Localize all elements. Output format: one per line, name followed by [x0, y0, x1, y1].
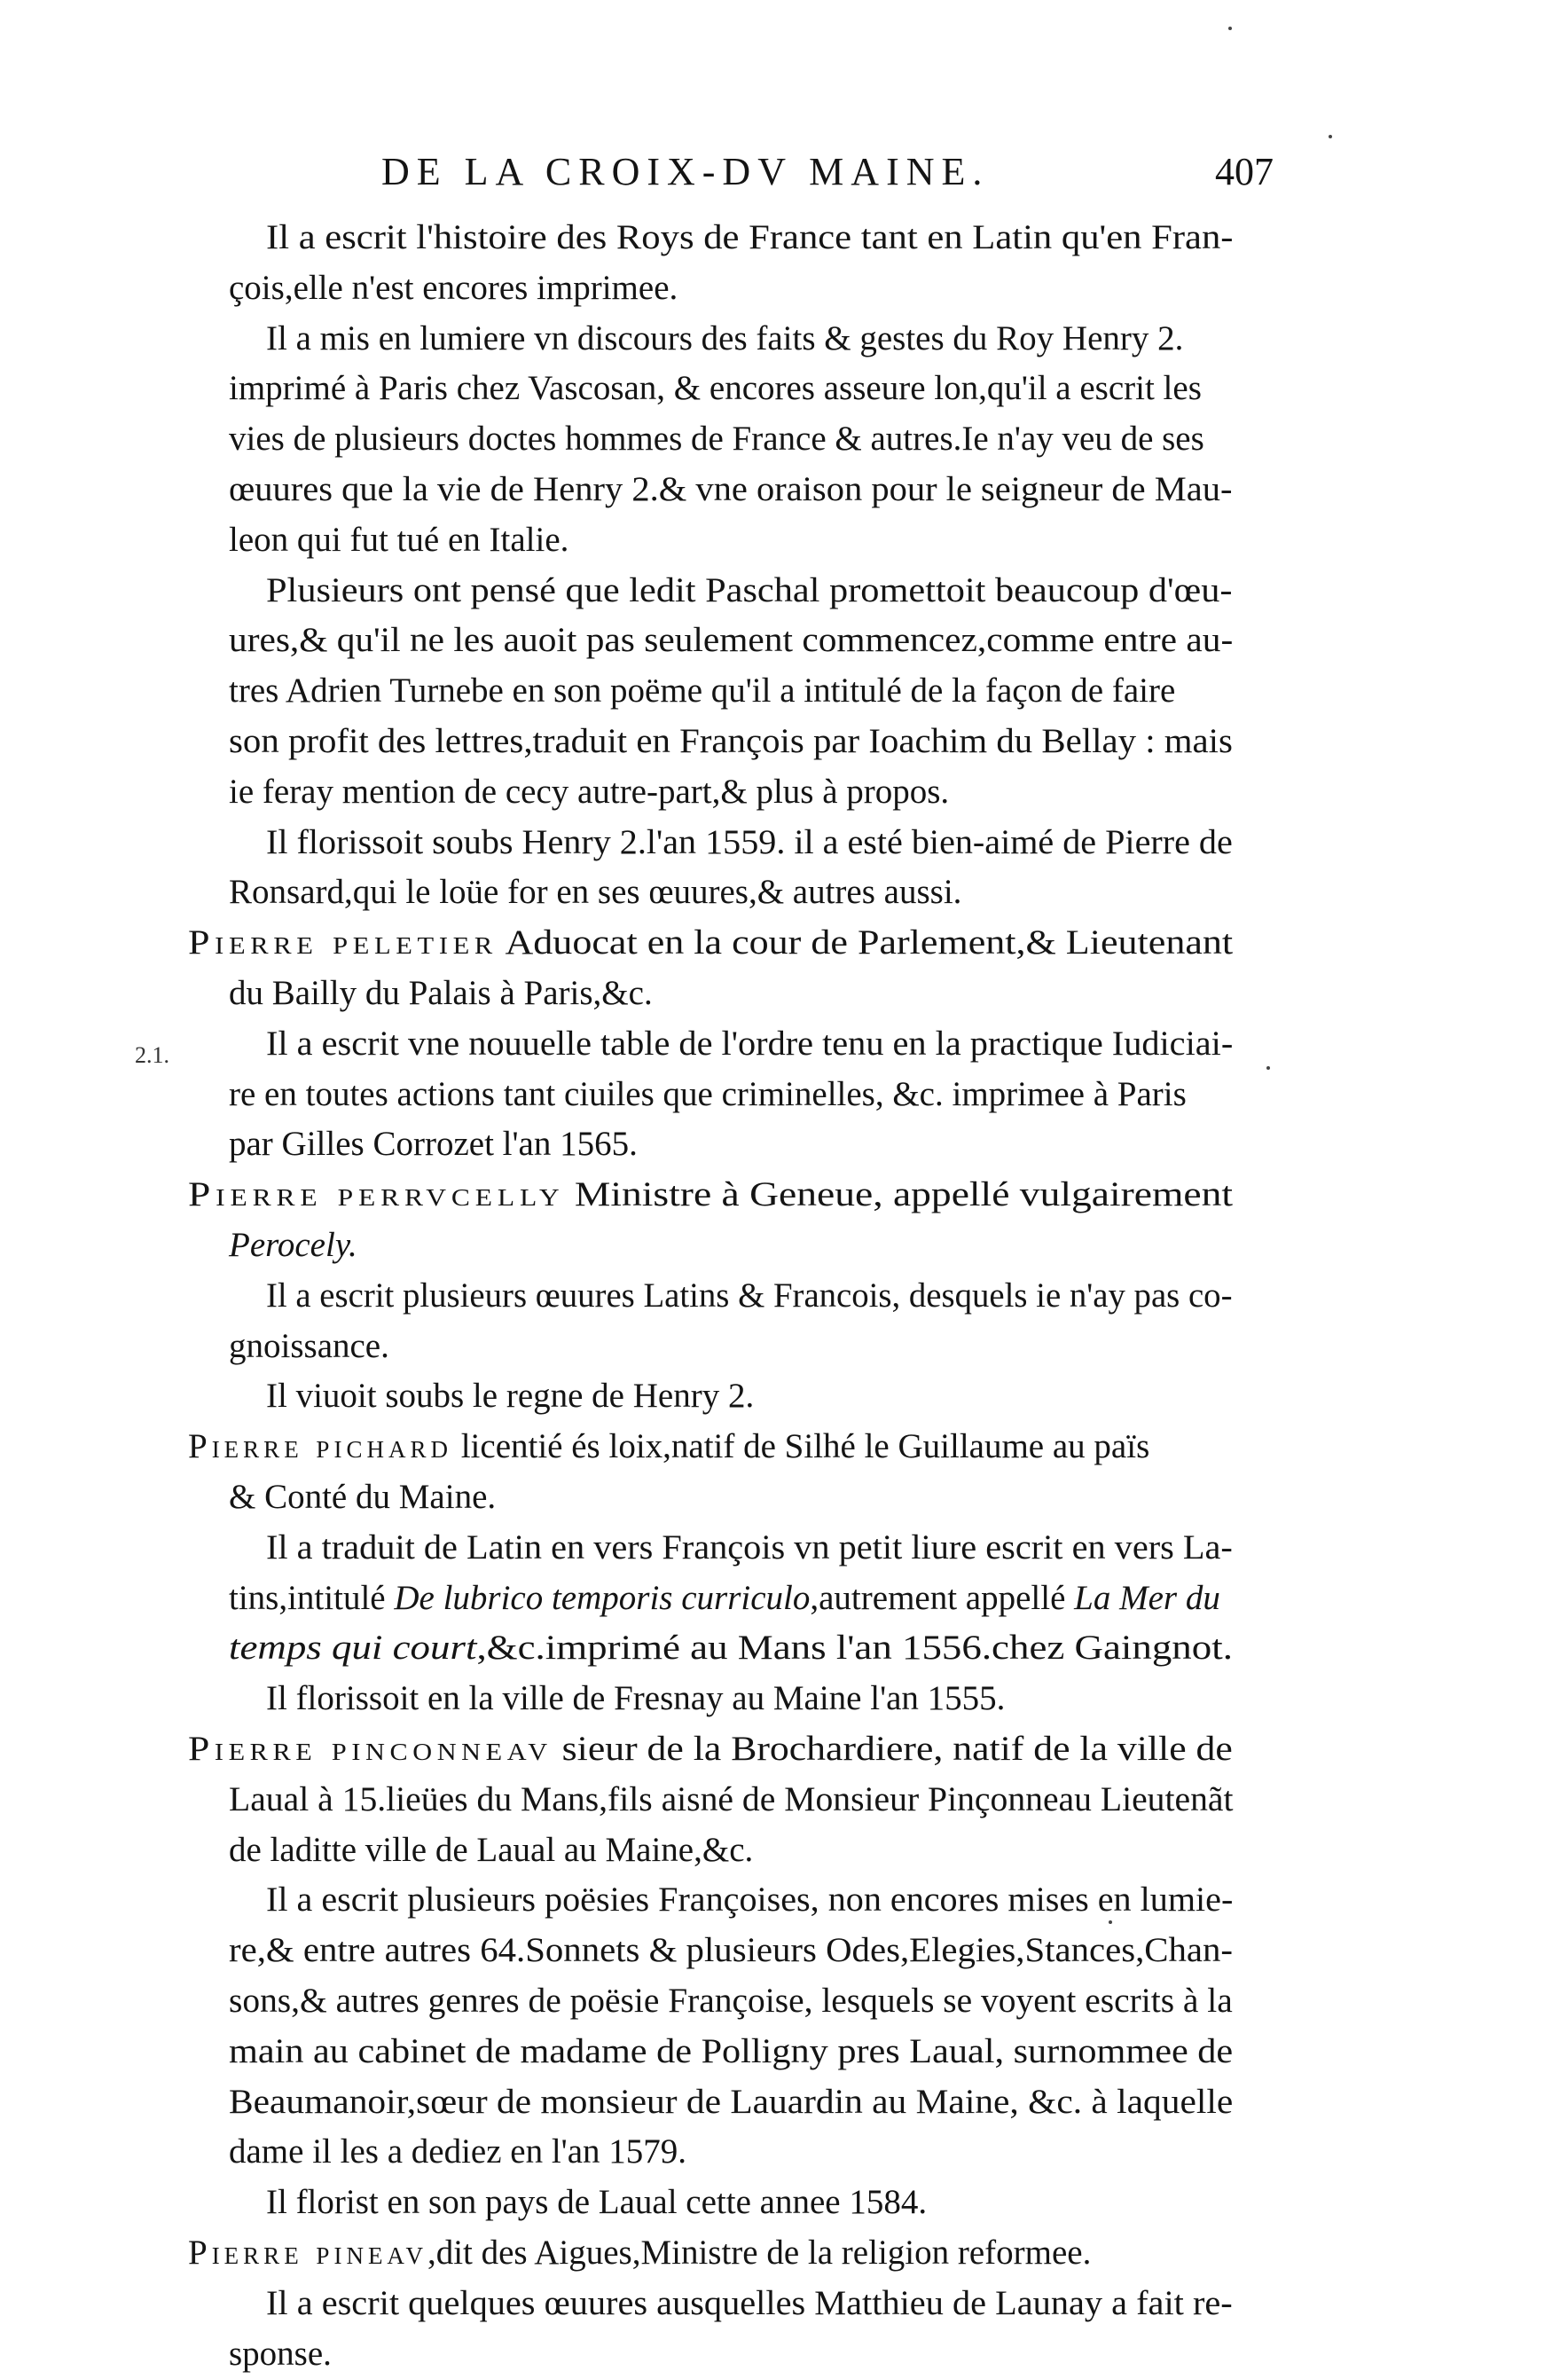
text-line — [229, 1119, 638, 1169]
entry-name: Pierre peletier — [188, 923, 498, 962]
line-text: ,&c.imprimé au Mans l'an 1556.chez Gaingnot. — [476, 1629, 1233, 1668]
line-text: ,dit des Aigues,Ministre de la religion reformee. — [427, 2234, 1092, 2272]
entry-name: Pierre pichard — [188, 1427, 452, 1466]
line-text: Il a traduit de Latin en vers François vn petit liure escrit en vers La- — [266, 1527, 1233, 1566]
margin-mark: 2.1. — [135, 1042, 169, 1068]
text-line — [266, 1019, 1233, 1069]
line-text: son profit des lettres,traduit en François par Ioachim du Bellay : mais — [229, 722, 1233, 760]
line-text: dame il les a dediez en l'an 1579. — [229, 2132, 687, 2171]
line-text: sponse. — [229, 2334, 332, 2373]
text-line — [188, 918, 1233, 968]
line-text: de laditte ville de Laual au Maine,&c. — [229, 1830, 754, 1869]
text-line — [229, 1472, 496, 1522]
text-line — [266, 818, 1233, 868]
text-line — [229, 666, 1175, 716]
line-text: vies de plusieurs doctes hommes de France & autres.Ie n'ay veu de ses — [229, 420, 1204, 459]
entry-name: Pierre perrvcelly — [188, 1175, 565, 1214]
italic-text: La Mer du — [1074, 1578, 1220, 1617]
text-line — [188, 1724, 1233, 1774]
line-text: Aduocat en la cour de Parlement,& Lieutenant — [497, 923, 1234, 962]
line-text: Il a escrit plusieurs poësies Françoises, non encores mises en lumie- — [266, 1880, 1234, 1920]
text-line — [266, 1371, 754, 1421]
text-line — [229, 1825, 753, 1875]
line-text: re,& entre autres 64.Sonnets & plusieurs Odes,Elegies,Stances,Chan- — [229, 1931, 1234, 1970]
ink-speck — [1266, 1066, 1270, 1070]
text-line — [229, 2077, 1233, 2127]
text-line — [188, 1422, 1149, 1472]
text-line — [229, 717, 1233, 766]
text-line — [229, 515, 568, 565]
line-text: Beaumanoir,sœur de monsieur de Lauardin au Maine, &c. à laquelle — [229, 2082, 1234, 2121]
line-text: Il a escrit quelques œuures ausquelles Matthieu de Launay a fait re- — [266, 2283, 1233, 2322]
text-line — [229, 263, 678, 313]
text-line — [229, 868, 961, 917]
text-line — [266, 1271, 1232, 1321]
line-text: imprimé à Paris chez Vascosan, & encores asseure lon,qu'il a escrit les — [229, 369, 1202, 408]
line-text: sieur de la Brochardiere, natif de la ville de — [552, 1730, 1233, 1768]
text-line — [229, 1623, 1233, 1673]
text-line — [229, 969, 653, 1018]
text-line — [266, 314, 1183, 364]
text-line — [266, 566, 1233, 616]
text-line — [229, 1574, 1220, 1623]
text-line — [229, 1070, 1187, 1119]
ink-speck — [1228, 27, 1232, 30]
line-text: & Conté du Maine. — [229, 1478, 497, 1516]
line-text: Laual à 15.lieües du Mans,fils aisné de Monsieur Pinçonneau Lieutenãt — [229, 1779, 1234, 1818]
text-line — [266, 2279, 1233, 2328]
line-text: gnoissance. — [229, 1326, 389, 1365]
line-text: ie feray mention de cecy autre-part,& plus à propos. — [229, 772, 950, 811]
line-text: Il florist en son pays de Laual cette annee 1584. — [266, 2183, 928, 2222]
line-text: Il a escrit l'histoire des Roys de France tant en Latin qu'en Fran- — [266, 218, 1234, 256]
line-text: tins,intitulé — [229, 1578, 395, 1617]
line-text: Il viuoit soubs le regne de Henry 2. — [266, 1377, 755, 1416]
text-line — [229, 1221, 357, 1270]
line-text: Plusieurs ont pensé que ledit Paschal promettoit beaucoup d'œu- — [266, 570, 1233, 609]
italic-text: temps qui court — [229, 1629, 477, 1668]
line-text: çois,elle n'est encores imprimee. — [229, 268, 678, 307]
line-text: Il a escrit plusieurs œuures Latins & Francois, desquels ie n'ay pas co- — [266, 1276, 1233, 1315]
line-text: main au cabinet de madame de Polligny pres Laual, surnommee de — [229, 2031, 1234, 2070]
line-text: Il a escrit vne nouuelle table de l'ordre tenu en la practique Iudiciai- — [266, 1024, 1234, 1063]
text-line — [229, 1322, 389, 1371]
text-line — [266, 213, 1233, 263]
line-text: re en toutes actions tant ciuiles que criminelles, &c. imprimee à Paris — [229, 1074, 1187, 1113]
line-text: ures,& qu'il ne les auoit pas seulement commencez,comme entre au- — [229, 621, 1234, 660]
italic-text: Perocely. — [229, 1226, 357, 1264]
line-text: Il florissoit en la ville de Fresnay au Maine l'an 1555. — [266, 1679, 1006, 1718]
line-text: sons,& autres genres de poësie Françoise, lesquels se voyent escrits à la — [229, 1982, 1233, 2020]
text-line — [229, 2329, 332, 2379]
text-line — [266, 1875, 1233, 1925]
line-text: œuures que la vie de Henry 2.& vne oraison pour le seigneur de Mau- — [229, 470, 1233, 508]
text-line — [229, 616, 1233, 665]
page-number: 407 — [1215, 150, 1274, 193]
text-line — [188, 1170, 1233, 1220]
line-text: leon qui fut tué en Italie. — [229, 520, 569, 559]
line-text: ,autrement appellé — [810, 1578, 1075, 1617]
text-line — [229, 465, 1232, 514]
text-line — [229, 414, 1204, 464]
line-text: par Gilles Corrozet l'an 1565. — [229, 1125, 638, 1164]
text-line — [229, 364, 1202, 413]
text-line — [229, 1926, 1233, 1975]
text-line — [229, 2027, 1233, 2077]
line-text: du Bailly du Palais à Paris,&c. — [229, 974, 653, 1012]
text-line — [229, 767, 949, 817]
text-line — [229, 1775, 1234, 1825]
running-title: DE LA CROIX-DV MAINE. — [381, 150, 990, 193]
entry-name: Pierre pineav — [188, 2234, 427, 2272]
text-line — [266, 1523, 1233, 1573]
text-line — [229, 1976, 1233, 2026]
text-line — [266, 2178, 927, 2227]
entry-name: Pierre pinconneav — [188, 1730, 553, 1768]
line-text: licentié és loix,natif de Silhé le Guillaume au païs — [451, 1427, 1150, 1466]
italic-text: De lubrico temporis curriculo — [394, 1578, 811, 1617]
line-text: tres Adrien Turnebe en son poëme qu'il a intitulé de la façon de faire — [229, 671, 1176, 711]
line-text: Il florissoit soubs Henry 2.l'an 1559. il a esté bien-aimé de Pierre de — [266, 822, 1233, 861]
line-text: Ronsard,qui le loüe for en ses œuures,& autres aussi. — [229, 873, 962, 912]
text-line — [266, 1674, 1005, 1723]
ink-speck — [1329, 135, 1332, 138]
text-line — [229, 2127, 686, 2177]
line-text: Il a mis en lumiere vn discours des faits & gestes du Roy Henry 2. — [266, 318, 1184, 357]
text-line — [188, 2228, 1091, 2278]
line-text: Ministre à Geneue, appellé vulgairement — [564, 1175, 1234, 1214]
